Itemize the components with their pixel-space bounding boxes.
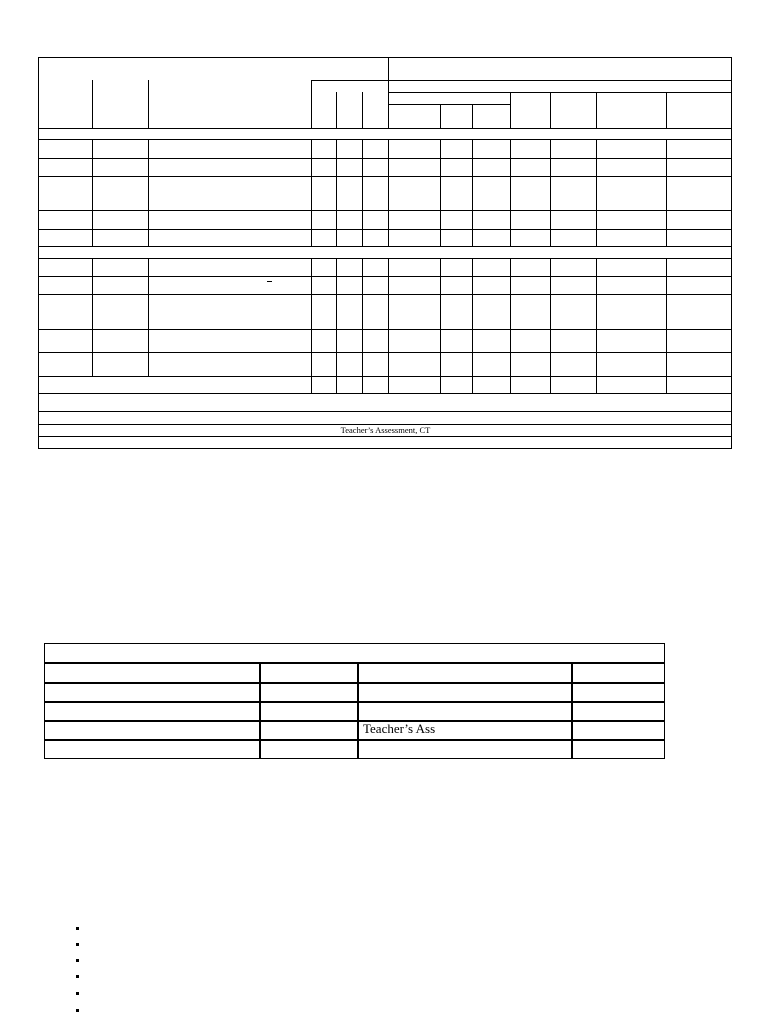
column-divider <box>362 139 363 246</box>
column-divider <box>440 258 441 393</box>
row-divider <box>38 176 732 177</box>
header-column-divider <box>596 92 597 128</box>
column-divider <box>92 139 93 246</box>
row-divider <box>38 276 732 277</box>
column-divider <box>311 139 312 246</box>
row-divider <box>38 411 732 412</box>
column-divider <box>472 139 473 246</box>
column-divider <box>571 662 573 758</box>
header-column-divider <box>440 104 441 128</box>
column-divider <box>510 139 511 246</box>
column-divider <box>666 258 667 393</box>
list-bullet <box>76 992 79 995</box>
column-divider <box>336 258 337 393</box>
row-divider <box>38 376 732 377</box>
column-divider <box>596 139 597 246</box>
table-top-caption: Teacher’s Assessment, CT <box>340 425 431 435</box>
list-bullet <box>76 959 79 962</box>
row-divider <box>38 246 732 247</box>
row-divider <box>38 128 732 129</box>
column-divider <box>148 258 149 376</box>
list-bullet <box>76 927 79 930</box>
row-divider <box>38 210 732 211</box>
column-divider <box>550 139 551 246</box>
column-divider <box>472 258 473 393</box>
header-column-divider <box>362 92 363 128</box>
column-divider <box>388 139 389 246</box>
header-divider <box>388 92 732 93</box>
row-divider <box>38 329 732 330</box>
header-column-divider <box>336 92 337 128</box>
header-column-divider <box>510 92 511 128</box>
header-divider <box>311 80 732 81</box>
column-divider <box>362 258 363 393</box>
header-column-divider <box>388 57 389 128</box>
row-divider <box>38 139 732 140</box>
column-divider <box>357 662 359 758</box>
header-column-divider <box>148 80 149 128</box>
row-divider <box>38 352 732 353</box>
column-divider <box>666 139 667 246</box>
column-divider <box>92 258 93 376</box>
column-divider <box>336 139 337 246</box>
row-divider <box>38 436 732 437</box>
row-divider <box>38 294 732 295</box>
column-divider <box>596 258 597 393</box>
column-divider <box>550 258 551 393</box>
column-divider <box>510 258 511 393</box>
column-divider <box>388 258 389 393</box>
column-divider <box>259 662 261 758</box>
row-divider <box>38 258 732 259</box>
table-top-border <box>38 57 732 449</box>
column-divider <box>311 258 312 393</box>
header-column-divider <box>311 80 312 128</box>
row-divider <box>38 393 732 394</box>
dash-mark <box>267 281 272 282</box>
list-bullet <box>76 943 79 946</box>
header-column-divider <box>666 92 667 128</box>
column-divider <box>440 139 441 246</box>
list-bullet <box>76 975 79 978</box>
row-divider <box>38 158 732 159</box>
table-bottom-cell-text: Teacher’s Ass <box>363 721 436 736</box>
column-divider <box>148 139 149 246</box>
header-column-divider <box>550 92 551 128</box>
header-divider <box>388 104 510 105</box>
header-column-divider <box>472 104 473 128</box>
header-column-divider <box>92 80 93 128</box>
row-divider <box>38 229 732 230</box>
list-bullet <box>76 1009 79 1012</box>
